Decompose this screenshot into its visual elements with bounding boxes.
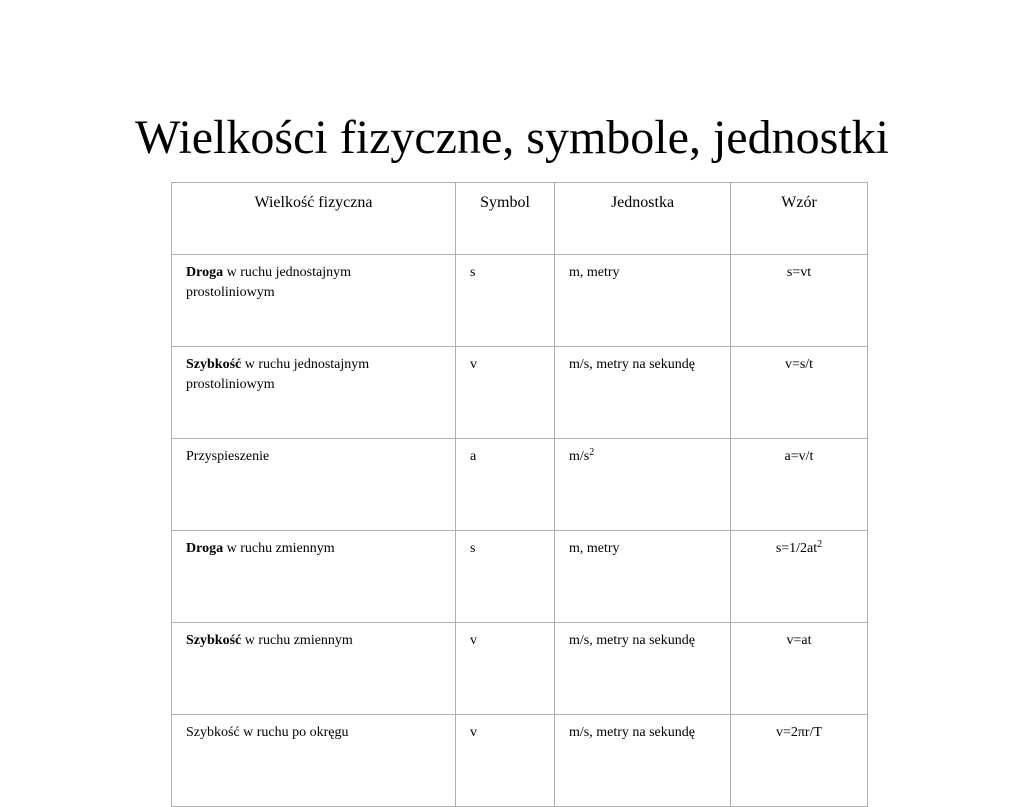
formula-text: s=vt bbox=[786, 265, 812, 280]
slide-title: Wielkości fizyczne, symbole, jednostki bbox=[135, 111, 889, 164]
quantity-cell bbox=[172, 531, 456, 623]
quantity-name-bold: Szybkość bbox=[186, 357, 242, 372]
quantity-name-bold: Droga bbox=[186, 541, 224, 556]
quantities-table bbox=[171, 182, 868, 807]
quantity-name-rest: w ruchu jednostajnym prostoliniowym bbox=[186, 357, 370, 392]
formula-cell bbox=[731, 439, 868, 531]
unit-text: m/s, metry na sekundę bbox=[569, 357, 695, 372]
table-row bbox=[172, 255, 868, 347]
formula-text: v=at bbox=[786, 633, 812, 648]
symbol-cell: v bbox=[456, 347, 555, 439]
header-quantity: Wielkość fizyczna bbox=[172, 183, 456, 255]
unit-text: m, metry bbox=[569, 265, 620, 280]
quantity-name-rest: Przyspieszenie bbox=[186, 449, 270, 464]
unit-text: m, metry bbox=[569, 541, 620, 556]
quantity-name-rest: w ruchu jednostajnym prostoliniowym bbox=[186, 265, 351, 300]
quantity-cell bbox=[172, 347, 456, 439]
formula-text: v=s/t bbox=[784, 357, 814, 372]
table-row bbox=[172, 347, 868, 439]
formula-text: v=2πr/T bbox=[775, 725, 823, 740]
formula-cell bbox=[731, 347, 868, 439]
unit-text: m/s bbox=[569, 449, 590, 464]
quantity-name-rest: Szybkość w ruchu po okręgu bbox=[186, 725, 349, 740]
unit-cell bbox=[555, 255, 731, 347]
quantity-name-rest: w ruchu zmiennym bbox=[223, 541, 335, 556]
header-unit: Jednostka bbox=[555, 183, 731, 255]
header-symbol: Symbol bbox=[456, 183, 555, 255]
unit-text: m/s, metry na sekundę bbox=[569, 725, 695, 740]
unit-cell bbox=[555, 715, 731, 807]
table-row bbox=[172, 439, 868, 531]
symbol-cell: v bbox=[456, 623, 555, 715]
quantity-cell bbox=[172, 255, 456, 347]
unit-cell bbox=[555, 439, 731, 531]
quantity-name-bold: Szybkość bbox=[186, 633, 242, 648]
symbol-cell: s bbox=[456, 255, 555, 347]
unit-cell bbox=[555, 531, 731, 623]
unit-cell bbox=[555, 623, 731, 715]
formula-cell bbox=[731, 255, 868, 347]
symbol-cell: a bbox=[456, 439, 555, 531]
table-header-row bbox=[172, 183, 868, 255]
formula-cell bbox=[731, 715, 868, 807]
quantity-cell bbox=[172, 439, 456, 531]
table-row bbox=[172, 531, 868, 623]
table-row bbox=[172, 623, 868, 715]
header-formula: Wzór bbox=[731, 183, 868, 255]
unit-text: m/s, metry na sekundę bbox=[569, 633, 695, 648]
formula-cell bbox=[731, 623, 868, 715]
table-row bbox=[172, 715, 868, 807]
unit-cell bbox=[555, 347, 731, 439]
quantity-cell bbox=[172, 623, 456, 715]
formula-superscript: 2 bbox=[817, 539, 823, 550]
quantity-name-rest: w ruchu zmiennym bbox=[241, 633, 353, 648]
formula-text: s=1/2at bbox=[775, 541, 818, 556]
quantity-cell bbox=[172, 715, 456, 807]
formula-text: a=v/t bbox=[784, 449, 814, 464]
formula-cell bbox=[731, 531, 868, 623]
unit-superscript: 2 bbox=[589, 447, 595, 458]
symbol-cell: v bbox=[456, 715, 555, 807]
quantity-name-bold: Droga bbox=[186, 265, 224, 280]
symbol-cell: s bbox=[456, 531, 555, 623]
